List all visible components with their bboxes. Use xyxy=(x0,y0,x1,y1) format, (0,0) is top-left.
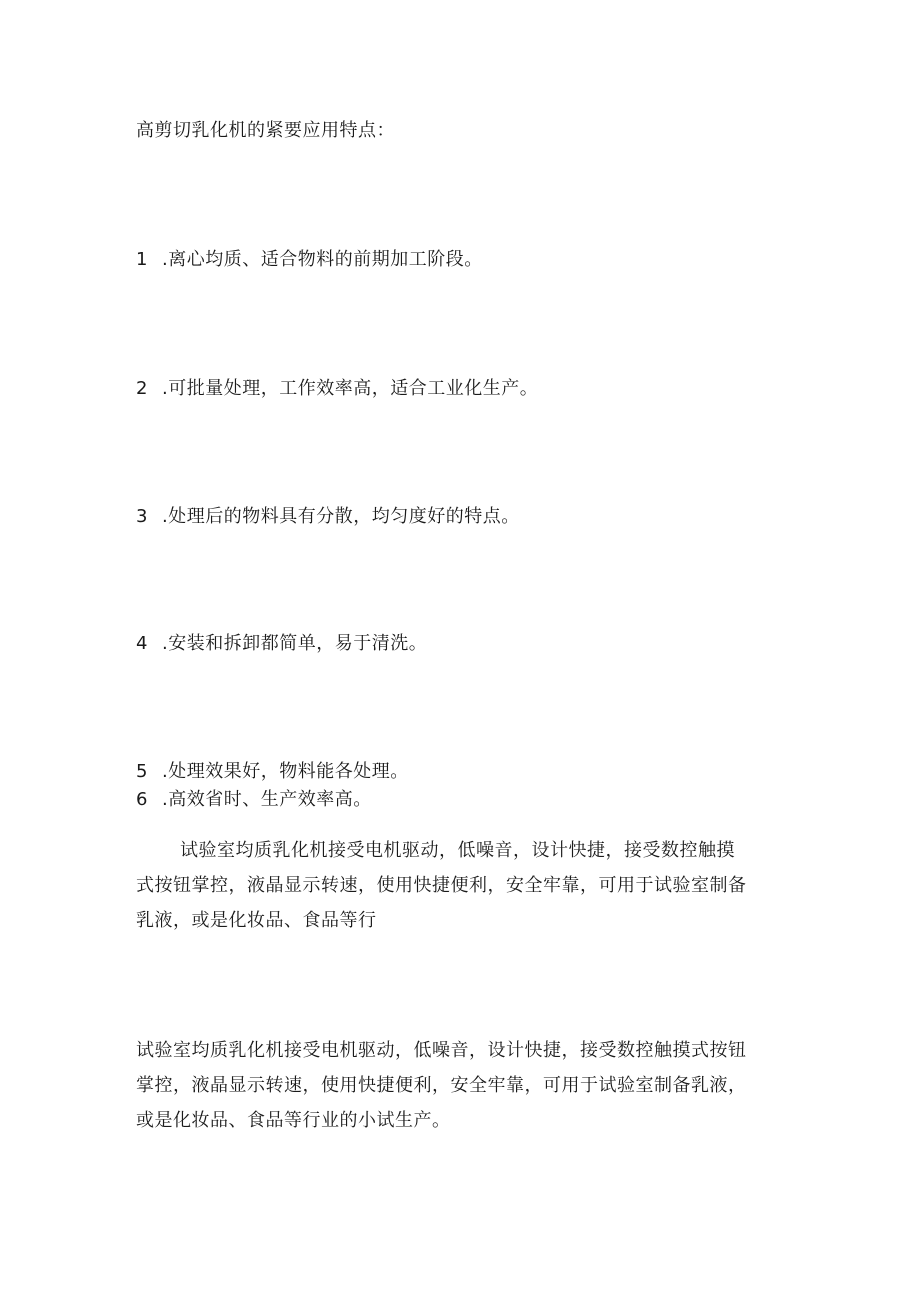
paragraph-line: 试验室均质乳化机接受电机驱动，低噪音，设计快捷，接受数控触摸式按钮 xyxy=(136,1040,747,1061)
paragraph-1 xyxy=(136,833,808,938)
paragraph-2 xyxy=(136,1033,808,1138)
list-number: 1 xyxy=(136,249,148,270)
paragraph-line: 式按钮掌控，液晶显示转速，使用快捷便利，安全牢靠，可用于试验室制备 xyxy=(136,875,747,896)
list-number: 2 xyxy=(136,378,148,399)
list-item-3 xyxy=(136,505,520,529)
list-text: .安装和拆卸都简单，易于清洗。 xyxy=(162,633,428,654)
paragraph-line: 或是化妆品、食品等行业的小试生产。 xyxy=(136,1110,451,1131)
list-number: 3 xyxy=(136,506,148,527)
paragraph-line: 乳液，或是化妆品、食品等行 xyxy=(136,910,377,931)
paragraph-line: 掌控，液晶显示转速，使用快捷便利，安全牢靠，可用于试验室制备乳液， xyxy=(136,1075,747,1096)
list-text: .高效省时、生产效率高。 xyxy=(162,789,372,810)
list-text: .处理后的物料具有分散，均匀度好的特点。 xyxy=(162,506,520,527)
list-number: 5 xyxy=(136,761,148,782)
list-text: .离心均质、适合物料的前期加工阶段。 xyxy=(162,249,483,270)
list-item-4 xyxy=(136,632,427,656)
list-number: 6 xyxy=(136,789,148,810)
list-text: .处理效果好，物料能各处理。 xyxy=(162,761,409,782)
list-item-5 xyxy=(136,760,409,784)
list-text: .可批量处理，工作效率高，适合工业化生产。 xyxy=(162,378,539,399)
intro-heading: 高剪切乳化机的紧要应用特点： xyxy=(136,120,395,141)
paragraph-line: 试验室均质乳化机接受电机驱动，低噪音，设计快捷，接受数控触摸 xyxy=(180,840,735,861)
list-item-2 xyxy=(136,377,538,401)
list-item-6 xyxy=(136,788,372,812)
list-number: 4 xyxy=(136,633,148,654)
list-item-1 xyxy=(136,248,483,272)
